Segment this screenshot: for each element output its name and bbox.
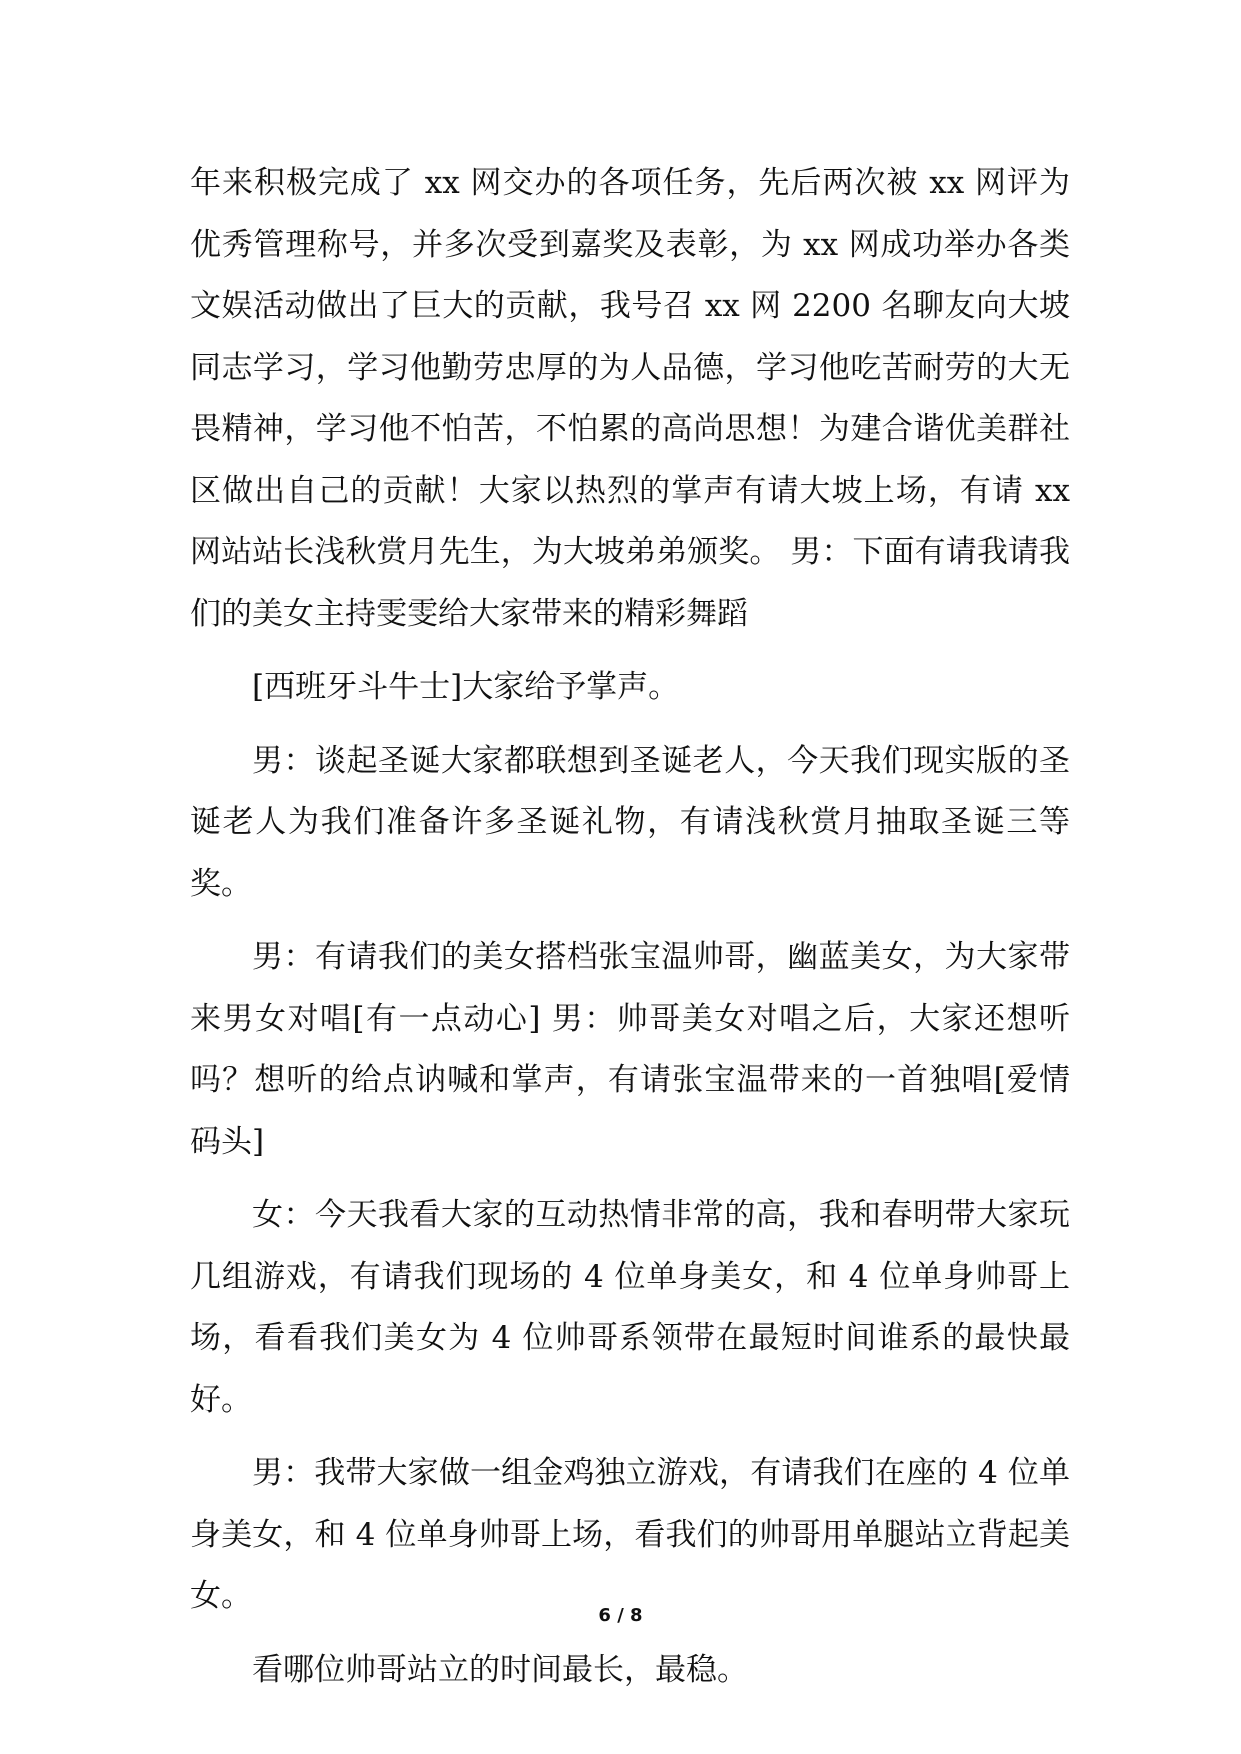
paragraph-6: 男：我带大家做一组金鸡独立游戏，有请我们在座的 4 位单身美女，和 4 位单身帅哥上场，看我们的帅哥用单腿站立背起美女。 — [190, 1455, 1070, 1614]
paragraph-5: 女：今天我看大家的互动热情非常的高，我和春明带大家玩几组游戏，有请我们现场的 4 位单身美女，和 4 位单身帅哥上场，看看我们美女为 4 位帅哥系领带在最短时间谁系的最快最好。 — [190, 1197, 1070, 1418]
paragraph-7: 看哪位帅哥站立的时间最长，最稳。 — [252, 1651, 748, 1688]
body-text — [190, 153, 1070, 1701]
paragraph-4: 男：有请我们的美女搭档张宝温帅哥，幽蓝美女，为大家带来男女对唱[有一点动心] 男：帅哥美女对唱之后，大家还想听吗？想听的给点讷喊和掌声，有请张宝温带来的一首独唱[爱情码头] — [190, 939, 1070, 1160]
paragraph-1: 年来积极完成了 xx 网交办的各项任务，先后两次被 xx 网评为优秀管理称号，并多次受到嘉奖及表彰，为 xx 网成功举办各类文娱活动做出了巨大的贡献，我号召 xx 网 2200 名聊友向大坡同志学习，学习他勤劳忠厚的为人品德，学习他吃苦耐劳的大无畏精神，学习他不怕苦，不怕累的高尚思想！为建合谐优美群社区做出自己的贡献！大家以热烈的掌声有请大坡上场，有请 xx 网站站长浅秋赏月先生，为大坡弟弟颁奖。 男：下面有请我请我们的美女主持雯雯给大家带来的精彩舞蹈 — [190, 165, 1070, 632]
paragraph-3: 男：谈起圣诞大家都联想到圣诞老人，今天我们现实版的圣诞老人为我们准备许多圣诞礼物，有请浅秋赏月抽取圣诞三等奖。 — [190, 742, 1070, 902]
paragraph-2: [西班牙斗牛士]大家给予掌声。 — [252, 669, 680, 705]
page-number: 6 / 8 — [598, 1605, 643, 1626]
